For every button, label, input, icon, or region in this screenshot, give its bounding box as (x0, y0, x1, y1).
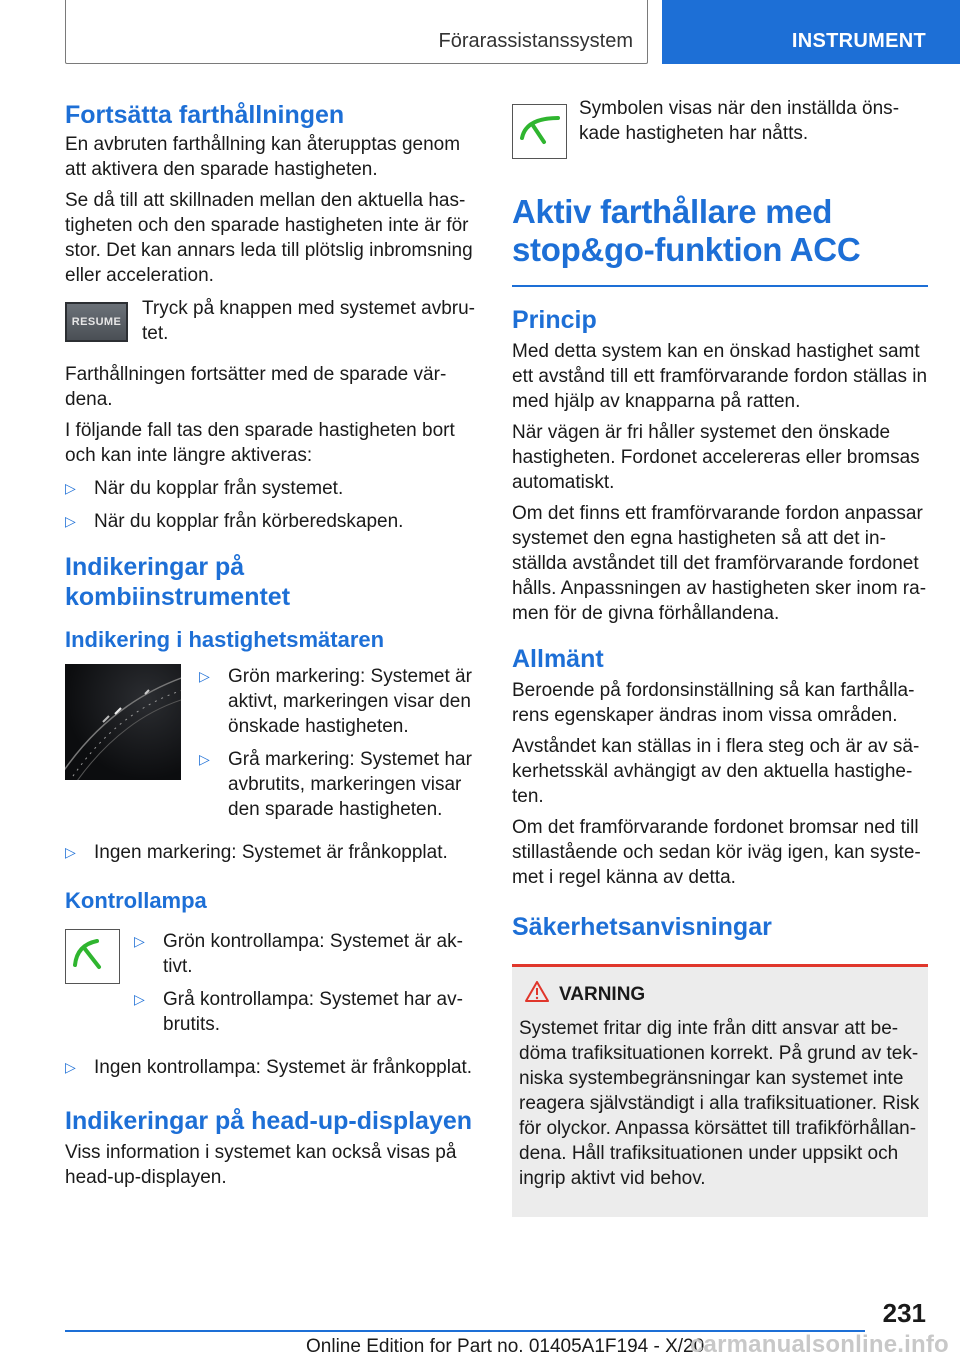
heading-rule (512, 285, 928, 287)
warning-title: VARNING (559, 983, 646, 1005)
triangle-bullet-icon: ▷ (134, 933, 145, 949)
paragraph: Farthållningen fortsätter med de sparade värdena. (65, 364, 447, 410)
header-chapter-tab[interactable] (662, 0, 960, 64)
heading-speedometer: Indikering i hastighetsmätaren (65, 627, 385, 652)
warning-box (512, 964, 928, 1217)
paragraph: Med detta system kan en önskad hastighet samt ett avstånd till ett framförvarande fordon ställas in med hjälp av knapparna på ratten. (512, 341, 928, 412)
triangle-bullet-icon: ▷ (65, 513, 76, 529)
warning-header (519, 981, 920, 1008)
heading-princip: Princip (512, 306, 597, 334)
triangle-bullet-icon: ▷ (199, 668, 210, 684)
symbol-block (512, 98, 928, 159)
triangle-bullet-icon: ▷ (65, 1059, 76, 1075)
paragraph: Viss information i systemet kan också visas på head-up-displayen. (65, 1142, 457, 1188)
paragraph: Om det finns ett framförvarande fordon anpassar systemet den egna hastigheten så att det inställda avståndet till det framförvarande fordonet hålls. Anpassningen av hastigheten sker inom ramen för de givna förhållandena. (512, 503, 927, 624)
paragraph: När vägen är fri håller systemet den önskade hastigheten. Fordonet accelereras eller bromsas automatiskt. (512, 422, 920, 493)
list-item: ▷ Grön kontrollampa: Systemet är aktivt. (134, 931, 463, 977)
heading-indications: Indikeringar på kombiinstrumentet (65, 553, 291, 611)
resume-instruction (65, 296, 475, 352)
control-lamp-list (134, 929, 464, 1045)
list-item: ▷ Grön markering: Systemet är aktivt, markeringen visar den önskade hastigheten. (199, 666, 472, 737)
triangle-bullet-icon: ▷ (199, 751, 210, 767)
resume-button-image: RESUME (65, 302, 128, 342)
footer-edition: Online Edition for Part no. 01405A1F194 - X/20 (306, 1336, 705, 1357)
heading-control-lamp: Kontrollampa (65, 888, 207, 913)
symbol-text: Symbolen visas när den inställda önskade hastigheten har nåtts. (579, 98, 900, 144)
header-section-title: Förarassistanssystem (438, 30, 633, 52)
triangle-bullet-icon: ▷ (134, 991, 145, 1007)
left-column (65, 100, 475, 1196)
list-item: ▷ När du kopplar från körberedskapen. (65, 511, 404, 532)
list-item: ▷ Grå markering: Systemet har avbrutits, markeringen visar den sparade hastigheten. (199, 749, 472, 820)
watermark: carmanualsonline.info (690, 1331, 949, 1358)
triangle-bullet-icon: ▷ (65, 480, 76, 496)
heading-safety: Säkerhetsanvisningar (512, 913, 772, 941)
resume-text: Tryck på knappen med systemet avbrutet. (142, 298, 475, 344)
control-lamp-icon (65, 929, 120, 984)
paragraph: En avbruten farthållning kan återupptas genom att aktivera den sparade hastigheten. (65, 134, 461, 180)
paragraph: I följande fall tas den sparade hastigheten bort och kan inte längre aktiveras: (65, 420, 455, 466)
page-number: 231 (882, 1298, 926, 1328)
list-item: ▷ Grå kontrollampa: Systemet har avbrutits. (134, 989, 463, 1035)
heading-hud: Indikeringar på head-up-displayen (65, 1107, 473, 1135)
list-item: ▷ Ingen kontrollampa: Systemet är frånkopplat. (65, 1057, 473, 1078)
list-item: ▷ När du kopplar från systemet. (65, 478, 344, 499)
right-column (512, 100, 928, 1217)
speedometer-list (199, 664, 475, 830)
speedometer-block (65, 664, 475, 830)
header-section-box (65, 0, 648, 64)
paragraph: Om det framförvarande fordonet bromsar ned till stillastående och sedan kör iväg igen, kan systemet i regel känna av detta. (512, 817, 921, 888)
triangle-bullet-icon: ▷ (65, 844, 76, 860)
heading-allmant: Allmänt (512, 645, 604, 673)
paragraph: Avståndet kan ställas in i flera steg och är av säkerhetsskäl avhängigt av den aktuella hastigheten. (512, 736, 920, 807)
list-item: ▷ Ingen markering: Systemet är frånkopplat. (65, 842, 448, 863)
set-speed-reached-icon (512, 104, 567, 159)
header-chapter-title: INSTRUMENT (791, 30, 926, 52)
speedometer-image (65, 664, 181, 780)
paragraph: Se då till att skillnaden mellan den aktuella hastigheten och den sparade hastigheten inte är för stor. Det kan annars leda till plötslig inbromsning eller acceleration. (65, 190, 473, 286)
paragraph: Beroende på fordonsinställning så kan farthållarens egenskaper ändras inom vissa områden. (512, 680, 915, 726)
warning-text: Systemet fritar dig inte från ditt ansvar att bedöma trafiksituationen korrekt. På grund av tekniska systembegränsningar kan systemet inte reagera självständigt i alla trafiksituationer. Risk för olyckor. Anpassa körsättet till trafikförhållandena. Håll trafiksituationen under uppsikt och ingrip aktivt vid behov. (519, 1018, 920, 1189)
heading-acc: Aktiv farthållare med stop&go-funktion ACC (512, 193, 861, 268)
warning-triangle-icon (519, 981, 559, 1008)
heading-resume: Fortsätta farthållningen (65, 101, 345, 129)
control-lamp-block (65, 929, 475, 1045)
